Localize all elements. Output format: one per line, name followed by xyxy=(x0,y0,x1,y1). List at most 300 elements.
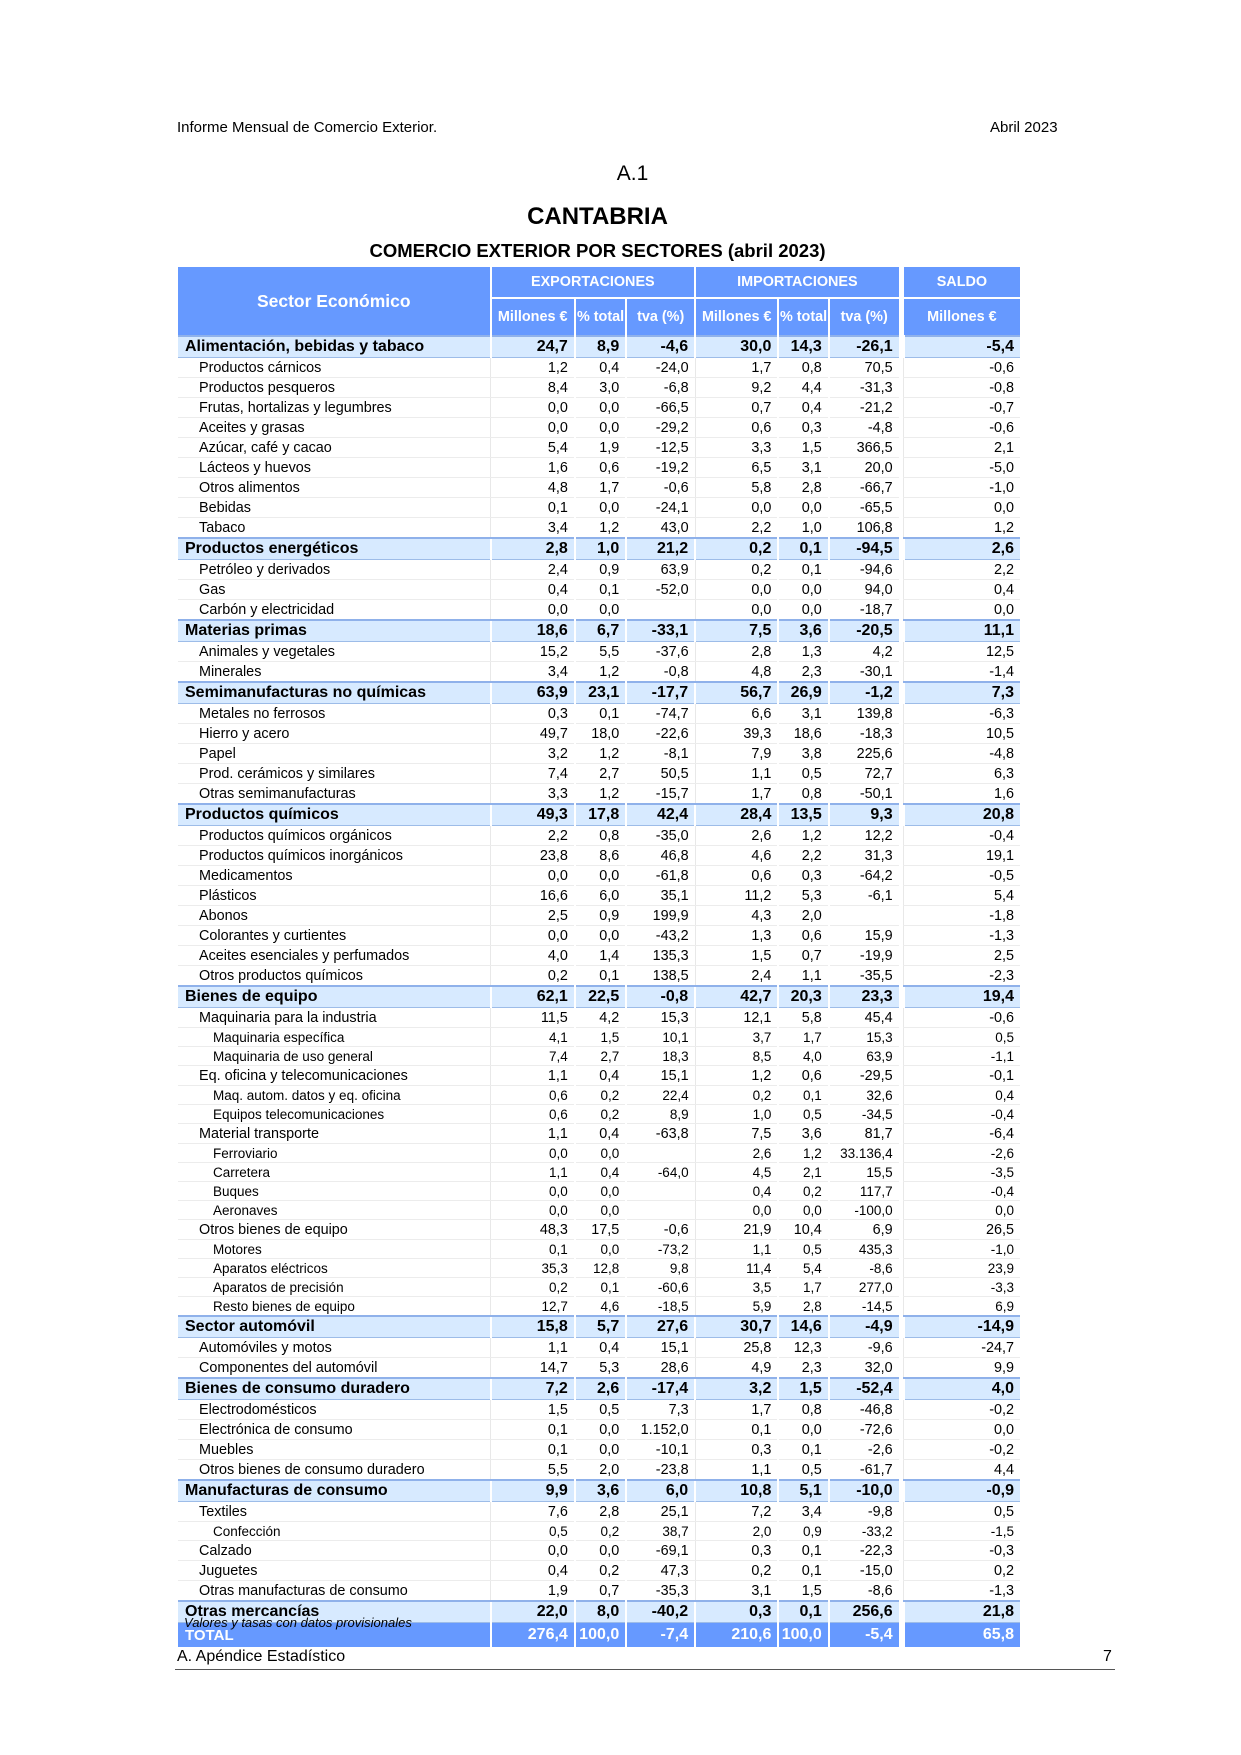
balance-millones: 10,5 xyxy=(904,724,1020,744)
export-pct-total: 0,0 xyxy=(575,926,626,946)
export-millones: 63,9 xyxy=(491,682,575,704)
export-millones: 1,9 xyxy=(491,1581,575,1602)
import-pct-total: 3,1 xyxy=(778,458,828,478)
balance-millones: 23,9 xyxy=(904,1259,1020,1278)
export-millones: 1,5 xyxy=(491,1400,575,1420)
sector-label: Carretera xyxy=(178,1163,491,1182)
table-row xyxy=(178,1220,1020,1240)
export-pct-total: 0,2 xyxy=(575,1522,626,1541)
import-tva: -72,6 xyxy=(829,1420,899,1440)
export-millones: 35,3 xyxy=(491,1259,575,1278)
import-millones: 0,4 xyxy=(695,1182,778,1201)
balance-millones: 21,8 xyxy=(904,1601,1020,1623)
sector-label: Productos pesqueros xyxy=(178,378,491,398)
table-row xyxy=(178,764,1020,784)
table-row xyxy=(178,826,1020,846)
import-millones: 0,2 xyxy=(695,1561,778,1581)
import-tva: -30,1 xyxy=(829,662,899,683)
import-millones: 3,1 xyxy=(695,1581,778,1602)
table-row xyxy=(178,600,1020,621)
export-millones: 5,4 xyxy=(491,438,575,458)
balance-millones: -1,5 xyxy=(904,1522,1020,1541)
import-tva: -31,3 xyxy=(829,378,899,398)
export-tva xyxy=(626,1182,695,1201)
export-tva: -29,2 xyxy=(626,418,695,438)
import-tva: -9,8 xyxy=(829,1502,899,1522)
subitem-row xyxy=(178,1047,1020,1066)
export-millones: 1,1 xyxy=(491,1163,575,1182)
table-row xyxy=(178,580,1020,600)
import-tva: -65,5 xyxy=(829,498,899,518)
sector-label: Frutas, hortalizas y legumbres xyxy=(178,398,491,418)
import-millones: 1,7 xyxy=(695,1400,778,1420)
export-millones: 0,3 xyxy=(491,704,575,724)
import-pct-total: 1,1 xyxy=(778,966,828,987)
subitem-row xyxy=(178,1086,1020,1105)
import-tva: 12,2 xyxy=(829,826,899,846)
balance-millones: -1,0 xyxy=(904,1240,1020,1259)
sector-label: Aparatos de precisión xyxy=(178,1278,491,1297)
import-pct-total: 0,1 xyxy=(778,1601,828,1623)
import-tva: -4,9 xyxy=(829,1316,899,1338)
import-tva: -10,0 xyxy=(829,1480,899,1502)
balance-millones: -1,0 xyxy=(904,478,1020,498)
import-pct-total: 1,5 xyxy=(778,1378,828,1400)
export-pct-total: 0,1 xyxy=(575,1278,626,1297)
table-row xyxy=(178,704,1020,724)
import-tva: 4,2 xyxy=(829,642,899,662)
balance-millones: 2,6 xyxy=(904,538,1020,560)
import-pct-total: 0,0 xyxy=(778,600,828,621)
export-tva: -15,7 xyxy=(626,784,695,805)
export-millones: 4,8 xyxy=(491,478,575,498)
import-tva: -9,6 xyxy=(829,1338,899,1358)
import-pct-total: 0,6 xyxy=(778,1066,828,1086)
sector-label: Otras mercancías xyxy=(178,1601,491,1623)
import-millones: 3,7 xyxy=(695,1028,778,1047)
export-millones: 276,4 xyxy=(491,1623,575,1648)
subitem-row xyxy=(178,1163,1020,1182)
export-millones: 0,6 xyxy=(491,1086,575,1105)
import-tva: 63,9 xyxy=(829,1047,899,1066)
import-millones: 2,8 xyxy=(695,642,778,662)
balance-millones: -6,4 xyxy=(904,1124,1020,1144)
import-millones: 21,9 xyxy=(695,1220,778,1240)
import-pct-total: 0,1 xyxy=(778,1541,828,1561)
import-millones: 0,2 xyxy=(695,538,778,560)
table-row xyxy=(178,458,1020,478)
balance-millones: -1,8 xyxy=(904,906,1020,926)
export-millones: 7,6 xyxy=(491,1502,575,1522)
export-pct-total: 5,5 xyxy=(575,642,626,662)
import-pct-total: 2,0 xyxy=(778,906,828,926)
import-millones: 11,2 xyxy=(695,886,778,906)
export-millones: 0,0 xyxy=(491,1541,575,1561)
export-pct-total: 0,0 xyxy=(575,1182,626,1201)
export-tva: 15,1 xyxy=(626,1066,695,1086)
import-tva: -61,7 xyxy=(829,1460,899,1481)
sector-label: Otras semimanufacturas xyxy=(178,784,491,805)
header-imp-pct: % total xyxy=(778,298,828,336)
table-row xyxy=(178,1420,1020,1440)
export-millones: 9,9 xyxy=(491,1480,575,1502)
export-pct-total: 0,0 xyxy=(575,1440,626,1460)
balance-millones: 0,5 xyxy=(904,1028,1020,1047)
sector-label: Material transporte xyxy=(178,1124,491,1144)
table-body xyxy=(178,336,1020,1647)
import-pct-total: 0,9 xyxy=(778,1522,828,1541)
balance-millones: 0,5 xyxy=(904,1502,1020,1522)
export-pct-total: 1,2 xyxy=(575,744,626,764)
export-millones: 3,2 xyxy=(491,744,575,764)
import-millones: 8,5 xyxy=(695,1047,778,1066)
header-exp-millones: Millones € xyxy=(491,298,575,336)
balance-millones: -3,3 xyxy=(904,1278,1020,1297)
import-tva: -1,2 xyxy=(829,682,899,704)
export-millones: 49,3 xyxy=(491,804,575,826)
export-millones: 0,1 xyxy=(491,498,575,518)
import-pct-total: 3,6 xyxy=(778,620,828,642)
import-millones: 42,7 xyxy=(695,986,778,1008)
import-tva: -29,5 xyxy=(829,1066,899,1086)
balance-millones: -4,8 xyxy=(904,744,1020,764)
table-row xyxy=(178,926,1020,946)
export-tva: -17,7 xyxy=(626,682,695,704)
export-tva: 22,4 xyxy=(626,1086,695,1105)
import-pct-total: 5,4 xyxy=(778,1259,828,1278)
export-tva: -33,1 xyxy=(626,620,695,642)
export-tva: 47,3 xyxy=(626,1561,695,1581)
export-tva: 21,2 xyxy=(626,538,695,560)
import-millones: 7,9 xyxy=(695,744,778,764)
export-pct-total: 1,2 xyxy=(575,784,626,805)
table-row xyxy=(178,518,1020,539)
export-pct-total: 17,5 xyxy=(575,1220,626,1240)
balance-millones: -0,7 xyxy=(904,398,1020,418)
export-millones: 7,4 xyxy=(491,1047,575,1066)
export-tva: -66,5 xyxy=(626,398,695,418)
sector-label: Resto bienes de equipo xyxy=(178,1297,491,1317)
balance-millones: -0,3 xyxy=(904,1541,1020,1561)
balance-millones: 5,4 xyxy=(904,886,1020,906)
export-pct-total: 0,4 xyxy=(575,1163,626,1182)
import-tva: -35,5 xyxy=(829,966,899,987)
section-row xyxy=(178,336,1020,358)
balance-millones: -6,3 xyxy=(904,704,1020,724)
import-millones: 4,6 xyxy=(695,846,778,866)
import-pct-total: 0,6 xyxy=(778,926,828,946)
balance-millones: 9,9 xyxy=(904,1358,1020,1379)
import-pct-total: 0,3 xyxy=(778,866,828,886)
table-row xyxy=(178,866,1020,886)
export-tva: -18,5 xyxy=(626,1297,695,1317)
export-pct-total: 0,1 xyxy=(575,580,626,600)
import-millones: 39,3 xyxy=(695,724,778,744)
export-millones: 0,1 xyxy=(491,1440,575,1460)
balance-millones: -0,9 xyxy=(904,1480,1020,1502)
table-row xyxy=(178,498,1020,518)
import-tva: 277,0 xyxy=(829,1278,899,1297)
export-tva: -0,8 xyxy=(626,986,695,1008)
export-millones: 0,2 xyxy=(491,966,575,987)
export-pct-total: 0,2 xyxy=(575,1561,626,1581)
export-pct-total: 0,0 xyxy=(575,866,626,886)
export-millones: 0,0 xyxy=(491,1144,575,1163)
export-millones: 49,7 xyxy=(491,724,575,744)
sector-label: Calzado xyxy=(178,1541,491,1561)
export-millones: 0,4 xyxy=(491,1561,575,1581)
import-millones: 9,2 xyxy=(695,378,778,398)
export-pct-total: 0,0 xyxy=(575,1420,626,1440)
sector-label: Petróleo y derivados xyxy=(178,560,491,580)
balance-millones: -24,7 xyxy=(904,1338,1020,1358)
export-pct-total: 0,0 xyxy=(575,1201,626,1220)
export-millones: 1,1 xyxy=(491,1066,575,1086)
import-tva: 70,5 xyxy=(829,358,899,378)
export-pct-total: 2,8 xyxy=(575,1502,626,1522)
sector-label: Papel xyxy=(178,744,491,764)
export-pct-total: 3,0 xyxy=(575,378,626,398)
export-millones: 7,2 xyxy=(491,1378,575,1400)
export-millones: 0,0 xyxy=(491,398,575,418)
export-tva: 199,9 xyxy=(626,906,695,926)
import-tva: -6,1 xyxy=(829,886,899,906)
balance-millones: 19,1 xyxy=(904,846,1020,866)
table-row xyxy=(178,1460,1020,1481)
export-tva: -24,1 xyxy=(626,498,695,518)
table-row xyxy=(178,1124,1020,1144)
import-tva: 6,9 xyxy=(829,1220,899,1240)
import-millones: 0,3 xyxy=(695,1440,778,1460)
import-tva: -20,5 xyxy=(829,620,899,642)
import-millones: 3,5 xyxy=(695,1278,778,1297)
export-pct-total: 2,0 xyxy=(575,1460,626,1481)
export-pct-total: 1,2 xyxy=(575,518,626,539)
import-pct-total: 1,7 xyxy=(778,1028,828,1047)
import-pct-total: 18,6 xyxy=(778,724,828,744)
export-pct-total: 22,5 xyxy=(575,986,626,1008)
export-tva: 27,6 xyxy=(626,1316,695,1338)
import-pct-total: 0,1 xyxy=(778,1440,828,1460)
subitem-row xyxy=(178,1240,1020,1259)
balance-millones: -0,2 xyxy=(904,1440,1020,1460)
export-pct-total: 0,2 xyxy=(575,1086,626,1105)
import-tva: -22,3 xyxy=(829,1541,899,1561)
export-pct-total: 6,7 xyxy=(575,620,626,642)
import-pct-total: 3,8 xyxy=(778,744,828,764)
export-tva: -63,8 xyxy=(626,1124,695,1144)
import-millones: 4,8 xyxy=(695,662,778,683)
import-millones: 7,5 xyxy=(695,1124,778,1144)
import-tva: -52,4 xyxy=(829,1378,899,1400)
import-pct-total: 1,0 xyxy=(778,518,828,539)
import-millones: 11,4 xyxy=(695,1259,778,1278)
sector-label: Aparatos eléctricos xyxy=(178,1259,491,1278)
table-row xyxy=(178,1502,1020,1522)
balance-millones: 7,3 xyxy=(904,682,1020,704)
import-millones: 30,7 xyxy=(695,1316,778,1338)
import-millones: 5,9 xyxy=(695,1297,778,1317)
section-row xyxy=(178,538,1020,560)
export-pct-total: 0,0 xyxy=(575,498,626,518)
import-millones: 0,0 xyxy=(695,1201,778,1220)
import-millones: 1,0 xyxy=(695,1105,778,1124)
table-row xyxy=(178,1400,1020,1420)
import-millones: 2,6 xyxy=(695,1144,778,1163)
export-pct-total: 6,0 xyxy=(575,886,626,906)
header-exp-tva: tva (%) xyxy=(626,298,695,336)
footer-divider xyxy=(175,1669,1115,1670)
import-pct-total: 2,8 xyxy=(778,478,828,498)
balance-millones: 11,1 xyxy=(904,620,1020,642)
sector-label: Electrónica de consumo xyxy=(178,1420,491,1440)
import-tva: 139,8 xyxy=(829,704,899,724)
import-millones: 6,6 xyxy=(695,704,778,724)
export-millones: 0,0 xyxy=(491,600,575,621)
header-balance: SALDO xyxy=(904,267,1020,298)
import-millones: 0,7 xyxy=(695,398,778,418)
export-pct-total: 8,0 xyxy=(575,1601,626,1623)
import-pct-total: 0,3 xyxy=(778,418,828,438)
import-pct-total: 0,8 xyxy=(778,784,828,805)
export-pct-total: 2,7 xyxy=(575,764,626,784)
export-tva: -35,3 xyxy=(626,1581,695,1602)
import-tva: -8,6 xyxy=(829,1259,899,1278)
import-tva: -19,9 xyxy=(829,946,899,966)
import-pct-total: 1,2 xyxy=(778,1144,828,1163)
import-pct-total: 5,3 xyxy=(778,886,828,906)
import-pct-total: 12,3 xyxy=(778,1338,828,1358)
import-pct-total: 14,6 xyxy=(778,1316,828,1338)
export-tva: 8,9 xyxy=(626,1105,695,1124)
export-tva: 9,8 xyxy=(626,1259,695,1278)
section-row xyxy=(178,986,1020,1008)
balance-millones: 0,2 xyxy=(904,1561,1020,1581)
import-millones: 0,0 xyxy=(695,580,778,600)
import-millones: 28,4 xyxy=(695,804,778,826)
export-millones: 0,0 xyxy=(491,1201,575,1220)
table-row xyxy=(178,398,1020,418)
import-pct-total: 2,3 xyxy=(778,1358,828,1379)
export-pct-total: 0,8 xyxy=(575,826,626,846)
sector-label: Aceites esenciales y perfumados xyxy=(178,946,491,966)
export-tva: 38,7 xyxy=(626,1522,695,1541)
section-row xyxy=(178,1378,1020,1400)
export-millones: 8,4 xyxy=(491,378,575,398)
sector-label: Buques xyxy=(178,1182,491,1201)
sector-label: Colorantes y curtientes xyxy=(178,926,491,946)
export-tva: -4,6 xyxy=(626,336,695,358)
table-row xyxy=(178,560,1020,580)
import-millones: 1,5 xyxy=(695,946,778,966)
export-millones: 22,0 xyxy=(491,1601,575,1623)
import-pct-total: 0,8 xyxy=(778,358,828,378)
subitem-row xyxy=(178,1144,1020,1163)
export-tva: -17,4 xyxy=(626,1378,695,1400)
sector-label: Productos químicos orgánicos xyxy=(178,826,491,846)
balance-millones: -2,6 xyxy=(904,1144,1020,1163)
export-pct-total: 0,0 xyxy=(575,1144,626,1163)
import-tva: 15,5 xyxy=(829,1163,899,1182)
header-imp-millones: Millones € xyxy=(695,298,778,336)
export-tva: -64,0 xyxy=(626,1163,695,1182)
balance-millones: 0,0 xyxy=(904,498,1020,518)
balance-millones: 2,1 xyxy=(904,438,1020,458)
export-millones: 24,7 xyxy=(491,336,575,358)
import-tva: 15,9 xyxy=(829,926,899,946)
import-pct-total: 2,8 xyxy=(778,1297,828,1317)
export-pct-total: 5,3 xyxy=(575,1358,626,1379)
sector-label: Aceites y grasas xyxy=(178,418,491,438)
import-tva: -8,6 xyxy=(829,1581,899,1602)
import-tva: 94,0 xyxy=(829,580,899,600)
section-row xyxy=(178,620,1020,642)
import-tva: 117,7 xyxy=(829,1182,899,1201)
sector-label: Maquinaria de uso general xyxy=(178,1047,491,1066)
import-pct-total: 0,1 xyxy=(778,1561,828,1581)
export-pct-total: 0,0 xyxy=(575,398,626,418)
export-millones: 1,1 xyxy=(491,1338,575,1358)
import-pct-total: 0,1 xyxy=(778,560,828,580)
export-pct-total: 0,4 xyxy=(575,1124,626,1144)
sector-label: Azúcar, café y cacao xyxy=(178,438,491,458)
import-tva: 106,8 xyxy=(829,518,899,539)
import-millones: 1,7 xyxy=(695,358,778,378)
balance-millones: 0,4 xyxy=(904,1086,1020,1105)
import-tva: -94,6 xyxy=(829,560,899,580)
export-tva: 18,3 xyxy=(626,1047,695,1066)
import-tva: -18,7 xyxy=(829,600,899,621)
export-millones: 48,3 xyxy=(491,1220,575,1240)
table-row xyxy=(178,1561,1020,1581)
export-millones: 16,6 xyxy=(491,886,575,906)
import-tva: -100,0 xyxy=(829,1201,899,1220)
export-tva xyxy=(626,600,695,621)
balance-millones: -1,3 xyxy=(904,1581,1020,1602)
export-tva: -19,2 xyxy=(626,458,695,478)
export-tva: 63,9 xyxy=(626,560,695,580)
export-tva: -0,6 xyxy=(626,1220,695,1240)
import-pct-total: 0,0 xyxy=(778,1420,828,1440)
sector-label: Semimanufacturas no químicas xyxy=(178,682,491,704)
export-tva: -43,2 xyxy=(626,926,695,946)
import-pct-total: 0,5 xyxy=(778,1105,828,1124)
export-tva: 6,0 xyxy=(626,1480,695,1502)
balance-millones: -0,6 xyxy=(904,358,1020,378)
import-millones: 3,3 xyxy=(695,438,778,458)
balance-millones: -1,4 xyxy=(904,662,1020,683)
import-pct-total: 0,8 xyxy=(778,1400,828,1420)
export-pct-total: 0,0 xyxy=(575,1240,626,1259)
import-tva: 31,3 xyxy=(829,846,899,866)
export-tva: -6,8 xyxy=(626,378,695,398)
export-millones: 0,0 xyxy=(491,1182,575,1201)
header-sector: Sector Económico xyxy=(178,267,491,336)
table-row xyxy=(178,1358,1020,1379)
export-pct-total: 2,6 xyxy=(575,1378,626,1400)
sector-label: Abonos xyxy=(178,906,491,926)
sector-label: Maquinaria para la industria xyxy=(178,1008,491,1028)
import-pct-total: 1,7 xyxy=(778,1278,828,1297)
export-pct-total: 0,4 xyxy=(575,1066,626,1086)
table-row xyxy=(178,438,1020,458)
import-pct-total: 5,8 xyxy=(778,1008,828,1028)
export-tva: -37,6 xyxy=(626,642,695,662)
import-millones: 4,9 xyxy=(695,1358,778,1379)
import-tva: -46,8 xyxy=(829,1400,899,1420)
balance-millones: -0,6 xyxy=(904,418,1020,438)
balance-millones: -0,4 xyxy=(904,1105,1020,1124)
